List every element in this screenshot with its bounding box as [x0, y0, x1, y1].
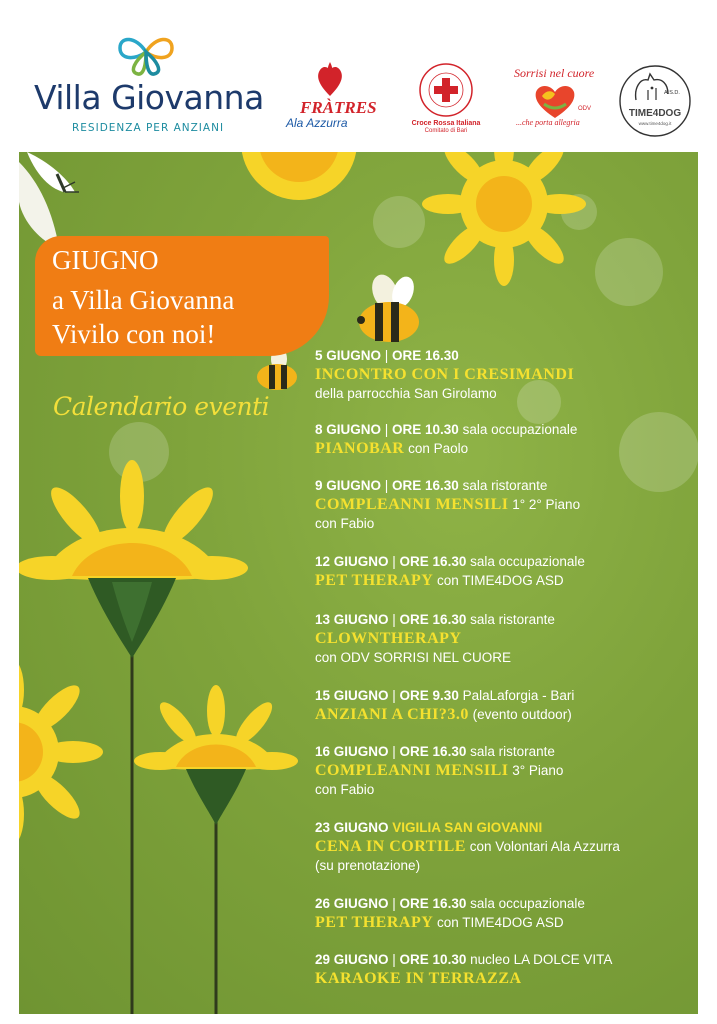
event-item: 15 GIUGNO | ORE 9.30 PalaLaforgia - Bari ANZIANI A CHI?3.0 (evento outdoor)	[315, 688, 575, 723]
event-place: sala occupazionale	[470, 554, 585, 569]
event-place: sala ristorante	[470, 612, 555, 627]
fratres-heart-icon	[314, 62, 346, 98]
logo-subtitle: RESIDENZA PER ANZIANI	[72, 122, 225, 134]
event-title: PET THERAPY	[315, 914, 434, 931]
event-time: ORE 16.30	[392, 348, 459, 363]
sorrisi-logo	[506, 66, 606, 136]
event-item: 16 GIUGNO | ORE 16.30 sala ristorante COMPLEANNI MENSILI 3° Piano con Fabio	[315, 742, 695, 799]
time4dog-logo	[618, 64, 692, 138]
event-item: 5 GIUGNO | ORE 16.30 INCONTRO CON I CRESIMANDI della parrocchia San Girolamo	[315, 346, 695, 403]
event-title-suffix: con Paolo	[408, 441, 469, 456]
event-date: 26 GIUGNO	[315, 896, 389, 911]
event-date: 16 GIUGNO	[315, 744, 389, 759]
sorrisi-name: Sorrisi nel cuore	[514, 66, 595, 80]
event-time: ORE 16.30	[399, 554, 467, 569]
event-item	[315, 818, 695, 875]
event-place: sala occupazionale	[470, 896, 585, 911]
event-time: ORE 16.30	[399, 612, 467, 627]
event-poster	[19, 152, 698, 1014]
header	[0, 0, 717, 152]
sorrisi-sub: ...che porta allegria	[516, 118, 580, 127]
event-title: COMPLEANNI MENSILI	[315, 496, 509, 513]
event-title: ANZIANI A CHI?3.0	[315, 706, 469, 723]
event-place: nucleo LA DOLCE VITA	[470, 952, 613, 967]
event-date: 15 GIUGNO	[315, 688, 393, 703]
event-time: ORE 16.30	[399, 744, 467, 759]
event-item: 13 GIUGNO | ORE 16.30 sala ristorante CLOWNTHERAPY con ODV SORRISI NEL CUORE	[315, 610, 695, 667]
bee-icon	[357, 271, 419, 342]
smiling-heart-icon	[532, 82, 578, 120]
event-date: 13 GIUGNO	[315, 612, 389, 627]
event-place: sala occupazionale	[462, 422, 578, 437]
event-date: 23 GIUGNO	[315, 820, 389, 835]
time4dog-web: www.time4dog.it	[638, 121, 672, 126]
event-item: 12 GIUGNO | ORE 16.30 sala occupazionale PET THERAPY con TIME4DOG ASD	[315, 554, 585, 589]
cri-sub: Comitato di Bari	[424, 128, 468, 134]
event-time: ORE 10.30	[399, 952, 467, 967]
croce-rossa-logo	[404, 62, 488, 140]
fratres-sub: Ala Azzurra	[286, 116, 348, 130]
dog-logo-icon	[618, 64, 692, 138]
sorrisi-badge: ODV	[578, 106, 592, 112]
bubble-location: a Villa Giovanna	[52, 285, 235, 315]
bubble-month: GIUGNO	[52, 245, 159, 275]
event-item: 8 GIUGNO | ORE 10.30 sala occupazionale PIANOBAR con Paolo	[315, 422, 578, 457]
event-date: 8 GIUGNO	[315, 422, 382, 437]
villa-giovanna-logo-icon	[114, 30, 178, 76]
event-title-suffix: 1° 2° Piano	[512, 497, 581, 512]
event-title-suffix: con TIME4DOG ASD	[437, 573, 564, 588]
event-item: 29 GIUGNO | ORE 10.30 nucleo LA DOLCE VITA KARAOKE IN TERRAZZA	[315, 952, 613, 987]
event-title-suffix: (evento outdoor)	[472, 707, 572, 722]
logo-title: Villa Giovanna	[34, 78, 264, 117]
event-date: 12 GIUGNO	[315, 554, 389, 569]
event-time: ORE 9.30	[399, 688, 459, 703]
event-title: CLOWNTHERAPY	[315, 630, 462, 647]
dandelion-icon	[134, 685, 298, 1014]
event-detail: con Fabio	[315, 516, 375, 531]
event-item: 26 GIUGNO | ORE 16.30 sala occupazionale PET THERAPY con TIME4DOG ASD	[315, 896, 585, 931]
event-place: sala ristorante	[470, 744, 555, 759]
dandelion-icon	[422, 152, 586, 286]
event-title: PET THERAPY	[315, 572, 434, 589]
event-title-suffix: con TIME4DOG ASD	[437, 915, 564, 930]
event-date: 5 GIUGNO	[315, 348, 382, 363]
event-place: PalaLaforgia - Bari	[462, 688, 575, 703]
event-highlight: VIGILIA SAN GIOVANNI	[392, 820, 543, 835]
event-detail: (su prenotazione)	[315, 858, 421, 873]
red-cross-icon	[418, 62, 474, 118]
event-title: KARAOKE IN TERRAZZA	[315, 970, 522, 987]
event-time: ORE 16.30	[392, 478, 459, 493]
event-date: 29 GIUGNO	[315, 952, 389, 967]
event-detail: della parrocchia San Girolamo	[315, 386, 497, 401]
cri-name: Croce Rossa Italiana	[411, 120, 481, 127]
event-title: INCONTRO CON I CRESIMANDI	[315, 366, 575, 383]
event-date: 9 GIUGNO	[315, 478, 382, 493]
fratres-logo	[280, 58, 380, 130]
event-title: COMPLEANNI MENSILI	[315, 762, 509, 779]
event-title: CENA IN CORTILE	[315, 838, 466, 855]
calendar-label: Calendario eventi	[53, 392, 270, 421]
event-time: ORE 10.30	[392, 422, 459, 437]
event-title-suffix: con Volontari Ala Azzurra	[469, 839, 620, 854]
dandelion-icon	[19, 660, 103, 844]
bubble-slogan: Vivilo con noi!	[52, 319, 216, 349]
event-detail: con ODV SORRISI NEL CUORE	[315, 650, 512, 665]
butterfly-icon	[19, 152, 79, 248]
event-item: 9 GIUGNO | ORE 16.30 sala ristorante COMPLEANNI MENSILI 1° 2° Piano con Fabio	[315, 476, 695, 533]
event-time: ORE 16.30	[399, 896, 467, 911]
fratres-name: FRÀTRES	[300, 98, 377, 117]
villa-giovanna-logo	[34, 30, 264, 140]
event-title-suffix: 3° Piano	[512, 763, 564, 778]
time4dog-asd: A.S.D.	[664, 90, 680, 96]
time4dog-name: TIME4DOG	[628, 108, 682, 119]
event-title: PIANOBAR	[315, 440, 405, 457]
event-place: sala ristorante	[462, 478, 548, 493]
event-detail: con Fabio	[315, 782, 375, 797]
dandelion-icon	[239, 152, 359, 200]
